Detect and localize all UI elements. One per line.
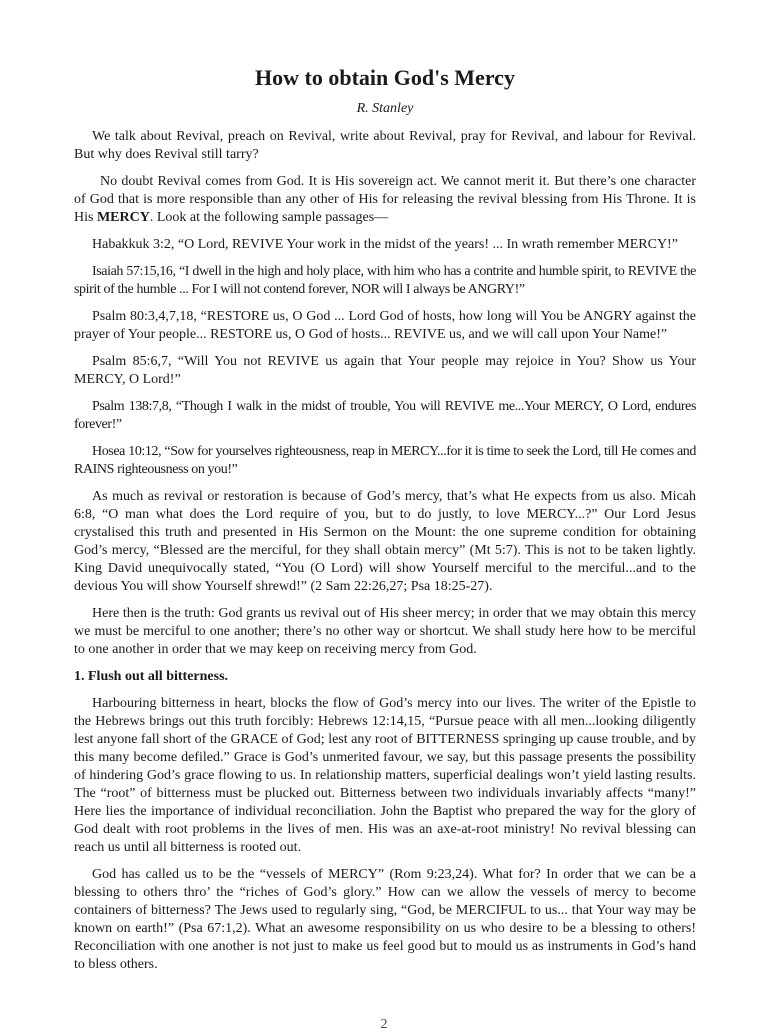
paragraph-text: . Look at the following sample passages— [149,210,389,225]
paragraph: Harbouring bitterness in heart, blocks the flow of God’s mercy into our lives. The writer of the Epistle to the Hebrews brings out this truth forcibly: Hebrews 12:14,15, “Pursue peace with all men...looking diligently lest anyone fall short of the GRACE of God; lest any root of BITTERNESS springing up cause trouble, and by this many become defiled.” Grace is God’s unmerited favour, we say, but this passage presents the possibility of hindering God’s grace flowing to us. In relationship matters, superficial dealings won’t yield lasting results. The “root” of bitterness must be plucked out. Bitterness between two individuals invariably affects “many!” Here lies the importance of individual reconciliation. John the Baptist who prepared the way for the glory of God dealt with root problems in the lives of men. His was an axe-at-root ministry! No revival blessing can reach us until all bitterness is rooted out. [74,696,696,855]
paragraph: As much as revival or restoration is because of God’s mercy, that’s what He expects from us also. Micah 6:8, “O man what does the Lord require of you, but to do justly, to love MERCY...?” Our Lord Jesus crystalised this truth and presented in His Sermon on the Mount: the one supreme condition for obtaining God’s mercy, “Blessed are the merciful, for they shall obtain mercy” (Mt 5:7). This is not to be taken lightly. King David unequivocally stated, “You (O Lord) will show Yourself merciful to the merciful...and to the devious You will show Yourself shrewd!” (2 Sam 22:26,27; Psa 18:25-27). [74,489,696,594]
article-title: How to obtain God's Mercy [255,65,515,90]
paragraph [74,173,696,227]
scripture-quote: Psalm 80:3,4,7,18, “RESTORE us, O God ... Lord God of hosts, how long will You be ANGRY against the prayer of Your people... RESTORE us, O God of hosts... REVIVE us, and we will call upon Your Name!” [74,309,696,342]
paragraph: We talk about Revival, preach on Revival, write about Revival, pray for Revival, and labour for Revival. But why does Revival still tarry? [74,129,696,162]
scripture-quote: Habakkuk 3:2, “O Lord, REVIVE Your work in the midst of the years! ... In wrath remember MERCY!” [92,237,678,252]
scripture-quote: Psalm 85:6,7, “Will You not REVIVE us again that Your people may rejoice in You? Show us Your MERCY, O Lord!” [74,354,696,387]
article [74,64,696,983]
scripture-quote: Hosea 10:12, “Sow for yourselves righteousness, reap in MERCY...for it is time to seek the Lord, till He comes and RAINS righteousness on you!” [74,444,696,477]
paragraph: Here then is the truth: God grants us revival out of His sheer mercy; in order that we may obtain this mercy we must be merciful to one another; there’s no other way or shortcut. We shall study here how to be merciful to one another in order that we may keep on receiving mercy from God. [74,606,696,657]
scripture-quote: Psalm 138:7,8, “Though I walk in the midst of trouble, You will REVIVE me...Your MERCY, O Lord, endures forever!” [74,399,696,432]
section-heading: 1. Flush out all bitterness. [74,669,229,684]
emphasis-mercy: MERCY [96,210,150,225]
paragraph: God has called us to be the “vessels of MERCY” (Rom 9:23,24). What for? In order that we can be a blessing to others thro’ the “riches of God’s glory.” How can we allow the vessels of mercy to become containers of bitterness? The Jews used to regularly sing, “God, be MERCIFUL to us... that Your way may be known on earth!” (Psa 67:1,2). What an awesome responsibility on us who desire to be a blessing to others! Reconciliation with one another is not just to make us feel good but to mould us as instruments in God’s hand to bless others. [74,867,696,972]
scripture-quote: Isaiah 57:15,16, “I dwell in the high and holy place, with him who has a contrite and humble spirit, to REVIVE the spirit of the humble ... For I will not contend forever, NOR will I always be ANGRY!” [74,264,696,297]
article-author: R. Stanley [356,101,414,116]
paragraph-text: No doubt Revival comes from God. It is His sovereign act. We cannot merit it. But there’s one character of God that is more responsible than any other of His for releasing the revival blessing from His Throne. It is His [74,174,696,225]
page-number: 2 [380,1017,388,1032]
